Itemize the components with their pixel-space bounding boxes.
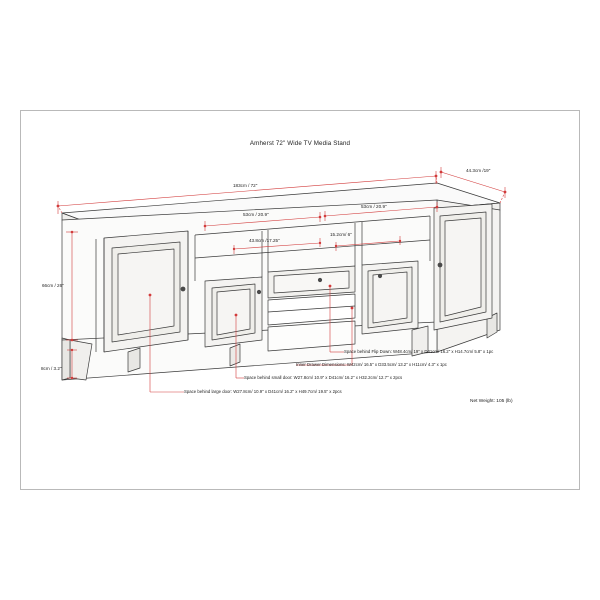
dimension-top-right-section: 53cm / 20.9" xyxy=(361,204,387,209)
dimension-leg-height: 8cm / 3.2" xyxy=(41,366,62,371)
note-small-door-space: Space behind small door: W27.8cm/ 10.9" x D41cm/ 16.2" x H32.2cm/ 12.7" x 2pcs xyxy=(244,375,403,380)
net-weight-label: Net Weight: 105 (lb) xyxy=(470,399,513,404)
note-large-door-space: Space behind large door: W27.8cm/ 10.9" x D41cm/ 16.2" x H49.7cm/ 19.5" x 2pcs xyxy=(184,389,342,394)
dimension-overall-width: 183cm / 72" xyxy=(233,183,258,188)
dimension-overall-height: 66cm / 26" xyxy=(42,283,64,288)
note-flip-down-space: Space behind Flip Down: W48.4cm/ 19" x D41cm/ 16.2" x H14.7cm/ 5.8" x 1pc xyxy=(344,349,494,354)
dimension-top-left-section: 53cm / 20.9" xyxy=(243,212,269,217)
note-inner-drawer: Inner Drawer Dimensions: W42cm/ 16.5" x D33.5cm/ 13.2" x H11cm/ 4.3" x 1pc xyxy=(296,362,447,367)
dimension-opening-height: 15.2cm/ 6" xyxy=(330,232,352,237)
dimension-overall-depth: 44.3cm /19" xyxy=(466,168,491,173)
page-title: Amherst 72" Wide TV Media Stand xyxy=(249,140,351,147)
dimension-opening-width: 43.8cm /17.25" xyxy=(249,238,280,243)
